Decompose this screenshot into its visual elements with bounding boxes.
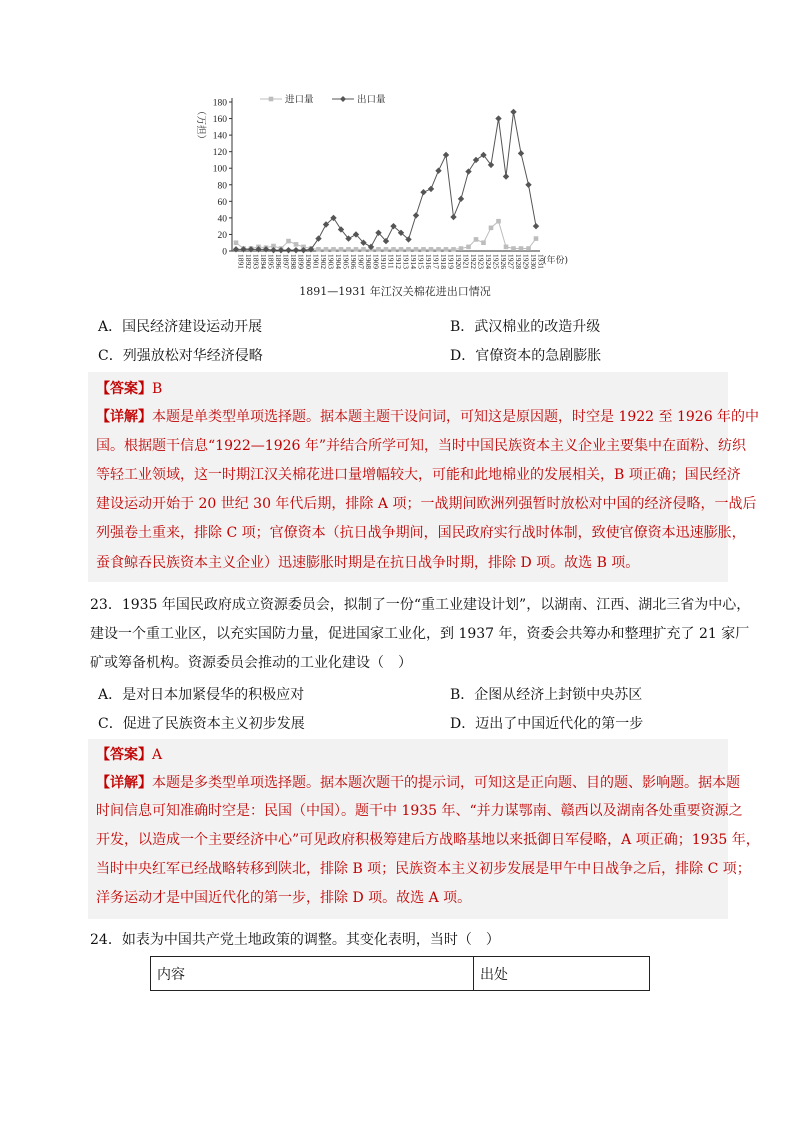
q23-detail-line-4: 当时中央红军已经战略转移到陕北，排除 B 项；民族资本主义初步发展是甲午中日战争之后，排除 C 项；	[96, 861, 751, 877]
x-tick-label: 1920	[454, 254, 463, 269]
x-tick-label: 1913	[401, 254, 411, 269]
import-point	[286, 239, 291, 244]
export-point	[510, 109, 516, 115]
import-point	[444, 247, 449, 252]
q23-stem-line-2: 建设一个重工业区，以充实国防力量，促进国家工业化，到 1937 年，资委会共筹办和整理扩充了 21 家厂	[90, 626, 750, 642]
export-point	[443, 152, 449, 158]
q24-stem: 24．如表为中国共产党土地政策的调整。其变化表明，当时（ ）	[90, 932, 500, 948]
import-point	[504, 245, 509, 250]
series-line-0	[236, 221, 536, 249]
x-tick-label: 1906	[349, 254, 358, 269]
x-tick-label: 1922	[469, 254, 478, 269]
x-tick-label: 1912	[394, 254, 403, 269]
x-tick-label: 1895	[266, 254, 276, 269]
detail-text: 本题是单类型单项选择题。据本题主题干设问词，可知这是原因题，时空是 1922 至 1926 年的中	[152, 409, 760, 425]
x-tick-label: 1925	[491, 254, 501, 269]
x-tick-label: 1892	[244, 254, 253, 269]
answer-tag: 【答案】	[96, 381, 152, 397]
y-axis-label: （万担）	[195, 106, 206, 145]
import-point	[451, 247, 456, 252]
x-tick-label: 1898	[289, 254, 298, 269]
import-point	[481, 240, 486, 245]
import-point	[436, 247, 441, 252]
import-point	[534, 236, 539, 241]
x-tick-label: 1910	[379, 254, 388, 269]
q23-detail-line-3: 开发，以造成一个主要经济中心”可见政府积极筹建后方战略基地以来抵御日军侵略，A 项正确；1935 年，	[96, 832, 760, 848]
legend-label: 出口量	[357, 94, 386, 106]
import-point	[474, 237, 479, 242]
x-tick-label: 1907	[356, 254, 366, 269]
export-point	[420, 189, 426, 195]
export-point	[495, 115, 501, 121]
x-tick-label: 1908	[364, 254, 373, 269]
table-header-content: 内容	[151, 957, 474, 991]
q22-detail-line-3: 等轻工业领域，这一时期江汉关棉花进口量增幅较大，可能和此地棉业的发展相关，B 项正确；国民经济	[96, 467, 741, 483]
x-tick-label: 1918	[439, 254, 448, 269]
q24-table	[150, 956, 650, 991]
q22-answer	[96, 378, 162, 398]
cotton-trade-chart	[190, 88, 610, 303]
x-tick-label: 1894	[259, 254, 268, 269]
y-tick-label: 160	[212, 115, 227, 126]
q23-answer-box	[88, 739, 760, 919]
import-point	[519, 246, 524, 251]
import-point	[384, 247, 389, 252]
import-point	[459, 246, 464, 251]
x-tick-label: 1917	[431, 254, 441, 269]
export-point	[525, 182, 531, 188]
x-tick-label: 1927	[506, 254, 516, 269]
chart-svg	[190, 88, 610, 303]
import-point	[489, 226, 494, 231]
import-point	[324, 247, 329, 252]
x-tick-label: 1893	[251, 254, 261, 269]
import-point	[429, 247, 434, 252]
export-point	[315, 235, 321, 241]
y-tick-label: 20	[217, 230, 227, 241]
export-point	[465, 168, 471, 174]
x-tick-label: 1919	[446, 254, 456, 269]
x-tick-label: 1899	[296, 254, 306, 269]
y-tick-label: 80	[217, 181, 227, 192]
y-tick-label: 100	[212, 164, 227, 175]
x-tick-label: 1904	[334, 254, 343, 269]
q22-option-d: D．官僚资本的急剧膨胀	[450, 348, 602, 364]
x-tick-label: 1896	[274, 254, 283, 269]
x-tick-label: 1926	[499, 254, 508, 269]
x-tick-label: 1891	[236, 254, 246, 269]
legend-label: 进口量	[285, 94, 314, 106]
import-point	[294, 242, 299, 247]
import-point	[496, 219, 501, 224]
export-point	[285, 247, 291, 253]
x-tick-label: 1900	[304, 254, 313, 269]
y-tick-label: 120	[212, 148, 227, 159]
detail-tag: 【详解】	[96, 409, 152, 425]
q23-detail-line-5: 洋务运动才是中国近代化的第一步，排除 D 项。故选 A 项。	[96, 890, 472, 906]
x-tick-label: 1897	[281, 254, 291, 269]
y-tick-label: 140	[212, 131, 227, 142]
x-tick-label: 1914	[409, 254, 418, 269]
q22-option-a: A．国民经济建设运动开展	[98, 319, 263, 335]
import-point	[406, 247, 411, 252]
x-tick-label: 1909	[371, 254, 381, 269]
x-tick-label: 1923	[476, 254, 486, 269]
x-tick-label: 1930	[529, 254, 538, 269]
import-point	[466, 245, 471, 250]
import-point	[339, 247, 344, 252]
x-tick-label: 1911	[386, 254, 396, 269]
y-tick-label: 60	[217, 197, 227, 208]
x-tick-label: 1929	[521, 254, 531, 269]
q22-detail-line-5: 列强卷土重来，排除 C 项；官僚资本（抗日战争期间，国民政府实行战时体制，致使官僚资本迅速膨胀，	[96, 525, 746, 541]
q23-option-a: A．是对日本加紧侵华的积极应对	[98, 687, 305, 703]
export-point	[533, 223, 539, 229]
import-point	[361, 247, 366, 252]
import-point	[331, 247, 336, 252]
q23-option-b: B．企图从经济上封锁中央苏区	[450, 687, 643, 703]
legend-marker	[340, 96, 346, 102]
x-axis-suffix: (年份)	[543, 256, 569, 266]
export-point	[428, 186, 434, 192]
table-header-source: 出处	[474, 957, 650, 991]
y-tick-label: 40	[217, 214, 227, 225]
x-tick-label: 1903	[326, 254, 336, 269]
export-point	[458, 196, 464, 202]
y-tick-label: 0	[222, 247, 227, 258]
q22-detail-line-6: 蚕食鲸吞民族资本主义企业）迅速膨胀时期是在抗日战争时期，排除 D 项。故选 B 项。	[96, 555, 640, 571]
x-tick-label: 1928	[514, 254, 523, 269]
export-point	[473, 157, 479, 163]
legend-marker	[269, 97, 274, 102]
q22-detail-line-1	[96, 406, 759, 426]
x-tick-label: 1924	[484, 254, 493, 269]
detail-text: 本题是多类型单项选择题。据本题次题干的提示词，可知这是正向题、目的题、影响题。据本题	[152, 775, 740, 791]
export-point	[435, 168, 441, 174]
import-point	[421, 247, 426, 252]
q23-answer	[96, 744, 162, 764]
x-tick-label: 1902	[319, 254, 328, 269]
import-point	[346, 247, 351, 252]
x-tick-label: 1931	[536, 254, 546, 269]
detail-tag: 【详解】	[96, 775, 152, 791]
answer-tag: 【答案】	[96, 747, 152, 763]
export-point	[233, 246, 239, 252]
export-point	[450, 214, 456, 220]
answer-value: B	[152, 381, 163, 397]
q22-option-c: C．列强放松对华经济侵略	[98, 348, 263, 364]
answer-value: A	[152, 747, 163, 763]
x-tick-label: 1916	[424, 254, 433, 269]
table-header-row	[151, 957, 650, 991]
q23-option-c: C．促进了民族资本主义初步发展	[98, 716, 305, 732]
q23-detail-line-2: 时间信息可知准确时空是：民国（中国）。题干中 1935 年、“并力谋鄂南、赣西以及湖南各处重要资源之	[96, 803, 743, 819]
export-point	[293, 247, 299, 253]
export-point	[413, 212, 419, 218]
import-point	[414, 247, 419, 252]
export-point	[518, 150, 524, 156]
x-tick-label: 1921	[461, 254, 471, 269]
q23-option-d: D．迈出了中国近代化的第一步	[450, 716, 644, 732]
import-point	[354, 247, 359, 252]
chart-title: 1891—1931 年江汉关棉花进出口情况	[299, 285, 491, 298]
x-tick-label: 1901	[311, 254, 321, 269]
import-point	[234, 240, 239, 245]
x-tick-label: 1915	[416, 254, 426, 269]
import-point	[391, 247, 396, 252]
q22-answer-box	[88, 372, 760, 582]
import-point	[511, 246, 516, 251]
import-point	[526, 246, 531, 251]
y-tick-label: 180	[212, 98, 227, 109]
q23-stem-line-1: 23．1935 年国民政府成立资源委员会，拟制了一份“重工业建设计划”，以湖南、江西、湖北三省为中心，	[90, 597, 751, 613]
q23-detail-line-1	[96, 772, 740, 792]
q23-stem-line-3: 矿或筹备机构。资源委员会推动的工业化建设（ ）	[90, 655, 412, 671]
import-point	[376, 247, 381, 252]
q22-detail-line-4: 建设运动开始于 20 世纪 30 年代后期，排除 A 项；一战期间欧洲列强暂时放松对中国的经济侵略，一战后	[96, 496, 757, 512]
import-point	[399, 247, 404, 252]
q22-detail-line-2: 国。根据题干信息“1922—1926 年”并结合所学可知，当时中国民族资本主义企业主要集中在面粉、纺织	[96, 438, 747, 454]
q22-option-b: B．武汉棉业的改造升级	[450, 319, 601, 335]
export-point	[503, 173, 509, 179]
x-tick-label: 1905	[341, 254, 351, 269]
import-point	[316, 247, 321, 252]
